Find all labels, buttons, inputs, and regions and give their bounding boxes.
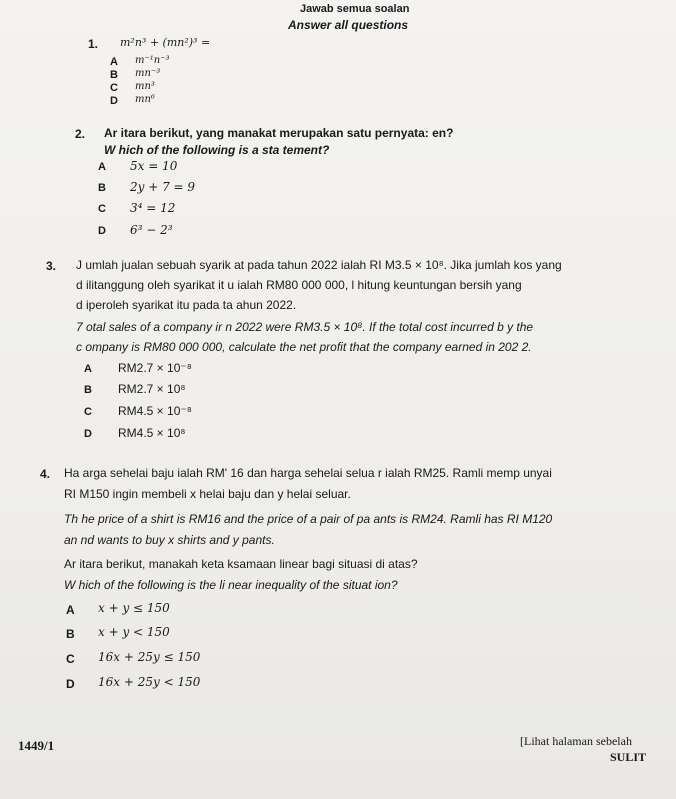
q3-line-ms: J umlah jualan sebuah syarik at pada tahun 2022 ialah RI M3.5 × 10⁸. Jika jumlah kos yang <box>76 258 562 272</box>
q1-option-letter: C <box>110 82 118 94</box>
q4-line-en: W hich of the following is the li near inequality of the situat ion? <box>64 578 398 592</box>
q4-line-en: an nd wants to buy x shirts and y pants. <box>64 533 275 547</box>
q2-option-letter: D <box>98 225 106 237</box>
q2-option-text: 2y + 7 = 9 <box>130 180 196 194</box>
q2-option-text: 5x = 10 <box>130 159 178 173</box>
q4-number: 4. <box>40 467 51 481</box>
q2-option-letter: B <box>98 182 106 194</box>
q3-number: 3. <box>46 259 57 273</box>
q3-option-text: RM4.5 × 10⁻⁸ <box>118 404 192 418</box>
q1-option-letter: A <box>110 56 118 68</box>
paper-code: 1449/1 <box>18 738 55 753</box>
q3-option-text: RM4.5 × 10⁸ <box>118 426 186 440</box>
q4-option-text: 16x + 25y < 150 <box>98 675 201 689</box>
q3-option-letter: A <box>84 363 92 375</box>
q2-option-letter: C <box>98 203 106 215</box>
q3-line-en: 7 otal sales of a company ir n 2022 were RM3.5 × 10⁸. If the total cost incurred b y the <box>76 320 534 334</box>
q2-option-letter: A <box>98 161 106 173</box>
q2-number: 2. <box>75 127 86 141</box>
q3-option-letter: C <box>84 406 92 418</box>
q2-text-en: W hich of the following is a sta tement? <box>104 143 330 157</box>
q4-option-text: x + y ≤ 150 <box>98 601 170 615</box>
q4-option-letter: B <box>66 627 75 641</box>
instruction-en: Answer all questions <box>288 18 409 32</box>
q3-option-letter: B <box>84 384 92 396</box>
q1-option-text: mn⁶ <box>135 94 155 105</box>
q1-number: 1. <box>88 37 99 51</box>
q3-option-letter: D <box>84 428 92 440</box>
q4-option-text: x + y < 150 <box>98 625 170 639</box>
q1-expression: m²n³ + (mn²)³ = <box>120 36 211 49</box>
q1-option-letter: D <box>110 95 118 107</box>
q1-option-letter: B <box>110 69 118 81</box>
q3-line-ms: d iperoleh syarikat itu pada ta ahun 2022. <box>76 298 297 312</box>
q4-line-ms: Ha arga sehelai baju ialah RM' 16 dan harga sehelai selua r ialah RM25. Ramli memp unyai <box>64 466 552 480</box>
q4-line-ms: RI M150 ingin membeli x helai baju dan y helai seluar. <box>64 487 351 501</box>
q4-line-ms: Ar itara berikut, manakah keta ksamaan linear bagi situasi di atas? <box>64 557 418 571</box>
q3-line-en: c ompany is RM80 000 000, calculate the net profit that the company earned in 202 2. <box>76 340 532 354</box>
q4-line-en: Th he price of a shirt is RM16 and the price of a pair of pa ants is RM24. Ramli has RI M120 <box>64 512 553 526</box>
next-page-note: [Lihat halaman sebelah <box>520 734 632 748</box>
q2-option-text: 3⁴ = 12 <box>130 201 176 215</box>
q2-text-ms: Ar itara berikut, yang manakat merupakan satu pernyata: en? <box>104 126 454 140</box>
q4-option-text: 16x + 25y ≤ 150 <box>98 650 201 664</box>
q4-option-letter: D <box>66 677 75 691</box>
classification-label: SULIT <box>610 750 647 764</box>
instruction-ms: Jawab semua soalan <box>300 3 410 15</box>
q3-option-text: RM2.7 × 10⁸ <box>118 382 186 396</box>
q1-option-text: mn⁻³ <box>135 68 161 79</box>
q3-option-text: RM2.7 × 10⁻⁸ <box>118 361 192 375</box>
q3-line-ms: d ilitanggung oleh syarikat it u ialah RM80 000 000, l hitung keuntungan bersih yang <box>76 278 522 292</box>
q4-option-letter: A <box>66 603 75 617</box>
q1-option-text: mn³ <box>135 81 155 92</box>
q1-option-text: m⁻¹n⁻³ <box>135 55 170 66</box>
q2-option-text: 6³ − 2³ <box>130 223 173 237</box>
q4-option-letter: C <box>66 652 75 666</box>
